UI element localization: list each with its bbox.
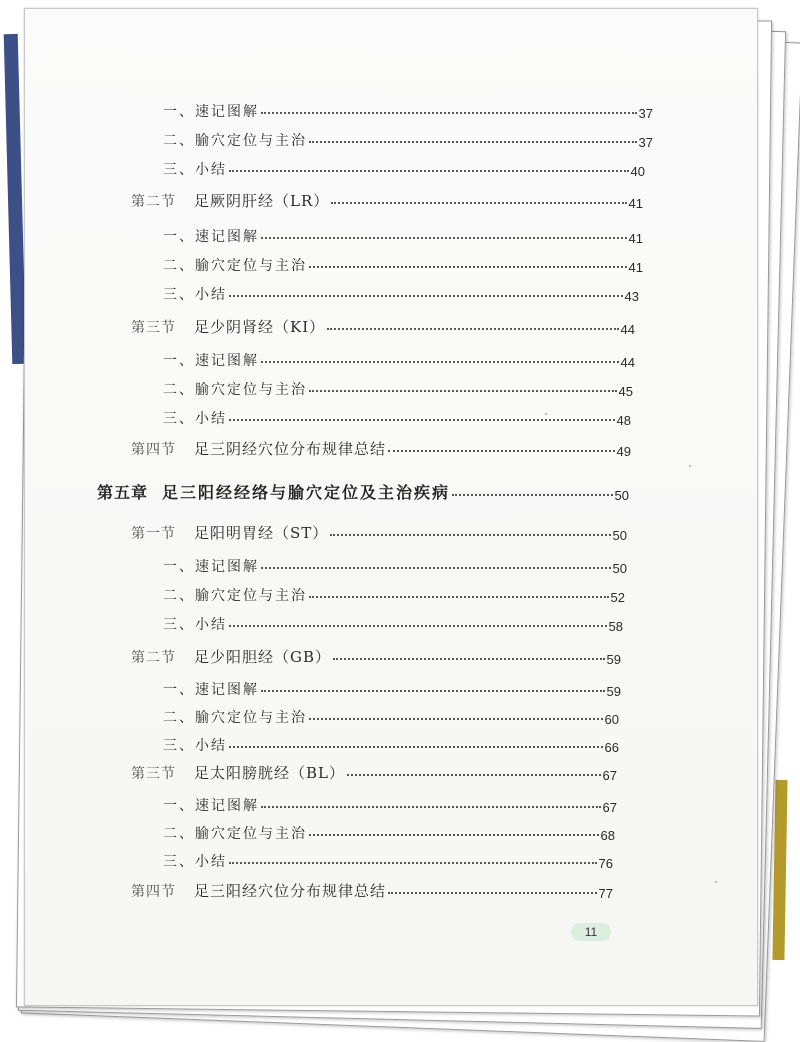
toc-page-number: 44 — [620, 355, 635, 370]
toc-title: 足太阳膀胱经（BL） — [194, 764, 345, 782]
toc-title: 一、速记图解 — [163, 229, 259, 245]
toc-title: 一、速记图解 — [163, 682, 259, 698]
toc-item[interactable] — [163, 608, 623, 634]
toc-item[interactable] — [163, 249, 643, 275]
toc-title: 二、腧穴定位与主治 — [163, 133, 307, 149]
toc-page-number: 60 — [604, 712, 619, 727]
toc-title: 二、腧穴定位与主治 — [163, 826, 307, 842]
toc-page-number: 37 — [638, 135, 653, 150]
toc-section[interactable] — [131, 875, 613, 901]
toc-item[interactable] — [163, 579, 625, 605]
toc-title: 三、小结 — [163, 287, 227, 303]
toc-page-number: 77 — [598, 886, 613, 901]
dot-leader — [261, 806, 601, 808]
toc-label: 第一节 — [131, 526, 176, 542]
toc-chapter[interactable] — [97, 477, 629, 503]
toc-item[interactable] — [163, 817, 615, 843]
toc-item[interactable] — [163, 373, 633, 399]
toc-page-number: 50 — [612, 561, 627, 576]
toc-page-number: 43 — [624, 289, 639, 304]
toc-page-number: 41 — [628, 260, 643, 275]
toc-label: 第四节 — [131, 442, 176, 458]
toc-label: 第三节 — [131, 766, 176, 782]
dot-leader — [261, 237, 627, 239]
dot-leader — [261, 112, 637, 114]
toc-item[interactable] — [163, 729, 619, 755]
toc-label: 第五章 — [97, 483, 149, 502]
toc-page-number: 52 — [610, 590, 625, 605]
dot-leader — [229, 625, 607, 627]
toc-label: 第三节 — [131, 320, 176, 336]
toc-page-number: 66 — [604, 740, 619, 755]
toc-page-number: 58 — [608, 619, 623, 634]
dot-leader — [309, 596, 609, 598]
toc-title: 一、速记图解 — [163, 104, 259, 120]
paper-speck — [545, 413, 547, 415]
toc-title: 三、小结 — [163, 617, 227, 633]
toc-page-number: 68 — [600, 828, 615, 843]
toc-item[interactable] — [163, 673, 621, 699]
dot-leader — [331, 202, 626, 204]
dot-leader — [261, 690, 605, 692]
toc-page-number: 50 — [612, 528, 627, 543]
toc-page-number: 40 — [630, 164, 645, 179]
toc-section[interactable] — [131, 641, 621, 667]
dot-leader — [229, 419, 615, 421]
toc-item[interactable] — [163, 278, 639, 304]
toc-title: 一、速记图解 — [163, 559, 259, 575]
dot-leader — [309, 834, 599, 836]
dot-leader — [388, 450, 615, 452]
toc-label: 第二节 — [131, 194, 176, 210]
toc-title: 足三阴经穴位分布规律总结 — [194, 440, 387, 458]
dot-leader — [452, 494, 613, 496]
dot-leader — [309, 718, 603, 720]
toc-title: 三、小结 — [163, 738, 227, 754]
dot-leader — [333, 658, 605, 660]
toc-page-number: 67 — [602, 768, 617, 783]
toc-page — [24, 8, 758, 1006]
toc-title: 足少阳胆经（GB） — [194, 648, 332, 666]
toc-page-number: 41 — [628, 196, 643, 211]
toc-title: 二、腧穴定位与主治 — [163, 710, 307, 726]
underlying-page-edge — [772, 780, 787, 960]
toc-title: 二、腧穴定位与主治 — [163, 588, 307, 604]
toc-page-number: 49 — [616, 444, 631, 459]
toc-page-number: 76 — [598, 856, 613, 871]
toc-label: 第四节 — [131, 884, 176, 900]
toc-title: 三、小结 — [163, 411, 227, 427]
toc-section[interactable] — [131, 757, 617, 783]
toc-page-number: 50 — [614, 488, 629, 503]
toc-page-number: 37 — [638, 106, 653, 121]
toc-item[interactable] — [163, 220, 643, 246]
toc-title: 三、小结 — [163, 162, 227, 178]
dot-leader — [229, 295, 623, 297]
dot-leader — [261, 361, 619, 363]
dot-leader — [229, 746, 603, 748]
underlying-page-edge — [4, 34, 27, 364]
toc-page-number: 44 — [620, 322, 635, 337]
dot-leader — [327, 328, 618, 330]
toc-title: 一、速记图解 — [163, 798, 259, 814]
toc-item[interactable] — [163, 95, 653, 121]
toc-title: 足阳明胃经（ST） — [194, 524, 329, 542]
toc-title: 足三阳经经络与腧穴定位及主治疾病 — [162, 483, 451, 502]
toc-page-number: 59 — [606, 684, 621, 699]
dot-leader — [309, 390, 617, 392]
toc-page-number: 67 — [602, 800, 617, 815]
toc-title: 足三阳经穴位分布规律总结 — [194, 882, 387, 900]
dot-leader — [229, 170, 629, 172]
toc-title: 一、速记图解 — [163, 353, 259, 369]
dot-leader — [330, 534, 610, 536]
paper-speck — [715, 881, 717, 883]
toc-item[interactable] — [163, 550, 627, 576]
toc-item[interactable] — [163, 701, 619, 727]
toc-item[interactable] — [163, 789, 617, 815]
toc-page-number: 45 — [618, 384, 633, 399]
paper-speck — [689, 465, 691, 467]
toc-label: 第二节 — [131, 650, 176, 666]
toc-item[interactable] — [163, 402, 631, 428]
page-number-badge: 11 — [571, 923, 611, 941]
toc-section[interactable] — [131, 517, 627, 543]
toc-section[interactable] — [131, 311, 635, 337]
dot-leader — [261, 567, 611, 569]
toc-page-number: 59 — [606, 652, 621, 667]
toc-section[interactable] — [131, 433, 631, 459]
toc-title: 二、腧穴定位与主治 — [163, 382, 307, 398]
toc-item[interactable] — [163, 344, 635, 370]
toc-title: 二、腧穴定位与主治 — [163, 258, 307, 274]
toc-item[interactable] — [163, 153, 645, 179]
toc-title: 足少阴肾经（KI） — [194, 318, 326, 336]
toc-page-number: 48 — [616, 413, 631, 428]
toc-section[interactable] — [131, 185, 643, 211]
toc-item[interactable] — [163, 845, 613, 871]
dot-leader — [309, 141, 637, 143]
toc-title: 三、小结 — [163, 854, 227, 870]
toc-item[interactable] — [163, 124, 653, 150]
dot-leader — [229, 862, 597, 864]
toc-title: 足厥阴肝经（LR） — [194, 192, 330, 210]
toc-page-number: 41 — [628, 231, 643, 246]
dot-leader — [388, 892, 597, 894]
dot-leader — [347, 774, 601, 776]
dot-leader — [309, 266, 627, 268]
